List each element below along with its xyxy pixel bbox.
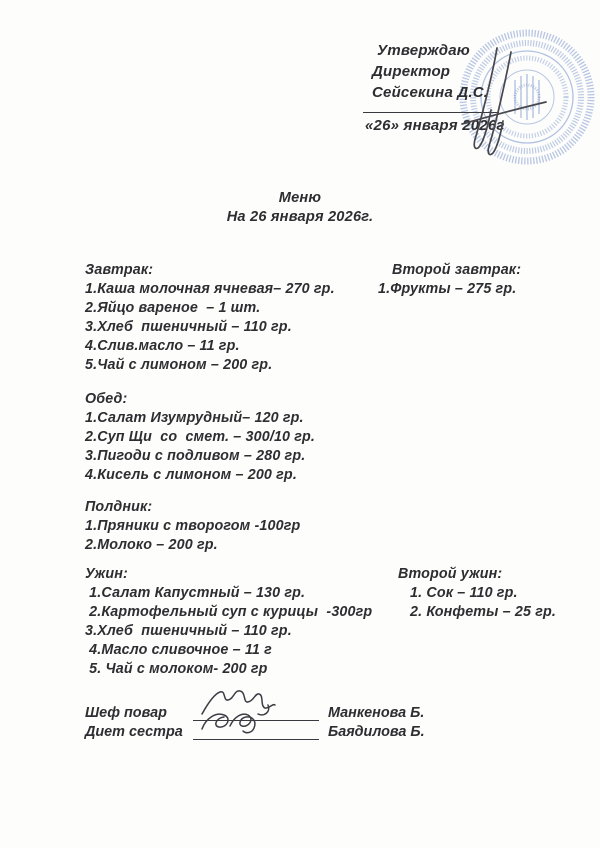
section-heading: Обед: xyxy=(85,391,128,407)
menu-item: 1.Салат Капустный – 130 гр. xyxy=(85,585,306,601)
menu-item: 4.Масло сливочное – 11 г xyxy=(85,642,272,658)
section-heading: Ужин: xyxy=(85,566,128,582)
menu-item: 2.Молоко – 200 гр. xyxy=(85,537,218,553)
menu-item: 1.Пряники с творогом -100гр xyxy=(85,518,301,534)
menu-item: 3.Хлеб пшеничный – 110 гр. xyxy=(85,623,292,639)
section-second-dinner xyxy=(398,565,556,622)
director-name: Сейсекина Д.С. xyxy=(372,84,489,101)
menu-item: 5.Чай с лимоном – 200 гр. xyxy=(85,357,273,373)
director-signature xyxy=(448,38,558,160)
chef-label: Шеф повар xyxy=(85,704,167,721)
menu-item: 2. Конфеты – 25 гр. xyxy=(410,604,556,620)
document-title xyxy=(0,189,600,226)
section-snack xyxy=(85,498,300,555)
menu-item: 1.Фрукты – 275 гр. xyxy=(378,281,517,297)
menu-item: 1.Каша молочная ячневая– 270 гр. xyxy=(85,281,335,297)
section-second-breakfast xyxy=(378,261,521,299)
menu-item: 1. Сок – 110 гр. xyxy=(410,585,518,601)
menu-item: 2.Яйцо вареное – 1 шт. xyxy=(85,300,261,316)
menu-item: 3.Пигоди с подливом – 280 гр. xyxy=(85,448,306,464)
menu-item: 2.Суп Щи со смет. – 300/10 гр. xyxy=(85,429,316,445)
dietitian-signature xyxy=(194,707,294,739)
section-heading: Полдник: xyxy=(85,499,153,515)
approval-position: Директор xyxy=(372,63,451,80)
section-breakfast xyxy=(85,261,335,375)
section-dinner xyxy=(85,565,372,679)
approval-date: «26» января 2026г xyxy=(365,117,505,134)
title-line1: Меню xyxy=(278,190,322,206)
dietitian-name: Баядилова Б. xyxy=(328,724,425,740)
dietitian-label: Диет сестра xyxy=(85,724,183,740)
section-lunch xyxy=(85,390,315,485)
menu-item: 3.Хлеб пшеничный – 110 гр. xyxy=(85,319,292,335)
title-line2: На 26 января 2026г. xyxy=(226,208,374,225)
section-heading: Завтрак: xyxy=(85,262,154,278)
approval-word: Утверждаю xyxy=(377,42,470,59)
menu-item: 1.Салат Изумрудный– 120 гр. xyxy=(85,410,304,426)
menu-item: 4.Слив.масло – 11 гр. xyxy=(85,338,240,354)
chef-name: Манкенова Б. xyxy=(328,704,425,721)
section-heading: Второй ужин: xyxy=(398,566,503,582)
menu-item: 5. Чай с молоком- 200 гр xyxy=(85,661,268,677)
section-heading: Второй завтрак: xyxy=(392,262,522,278)
menu-item: 2.Картофельный суп с курицы -300гр xyxy=(85,604,373,620)
menu-item: 4.Кисель с лимоном – 200 гр. xyxy=(85,467,297,483)
